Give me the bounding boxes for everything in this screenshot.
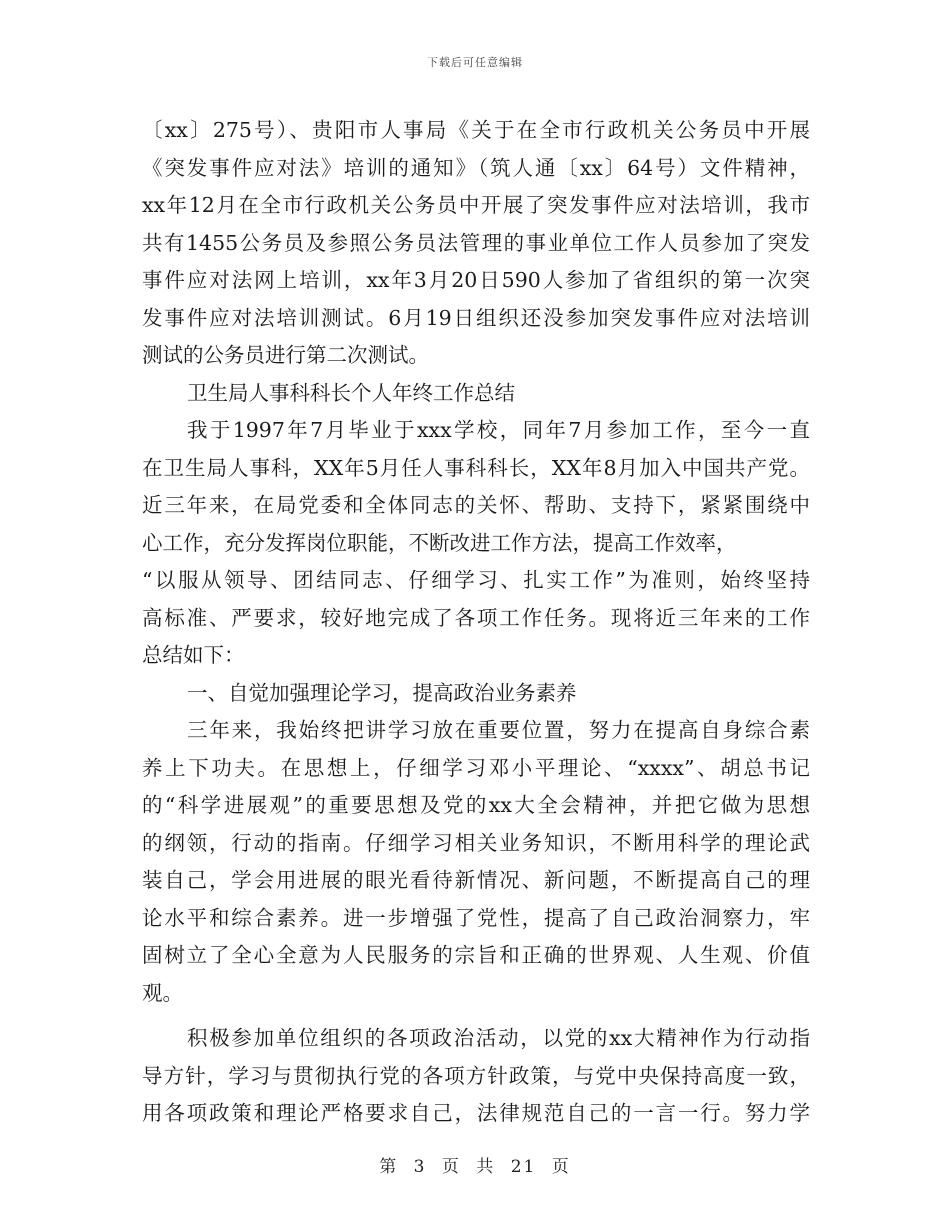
paragraph-gap: [142, 1012, 810, 1020]
text-line: 〔xx〕275号）、贵阳市人事局《关于在全市行政机关公务员中开展: [142, 118, 810, 142]
text-line: 三年来，我始终把讲学习放在重要位置，努力在提高自身综合素: [187, 718, 810, 742]
text-line: 固树立了全心全意为人民服务的宗旨和正确的世界观、人生观、价值: [142, 943, 810, 967]
text-line: 发事件应对法培训测试。6月19日组织还没参加突发事件应对法培训: [142, 305, 810, 330]
text-line: 在卫生局人事科，XX年5月任人事科科长，XX年8月加入中国共产党。: [142, 455, 810, 480]
page-footer: [0, 1152, 950, 1177]
text-line: 卫生局人事科科长个人年终工作总结: [187, 380, 515, 405]
text-line: 事件应对法网上培训，xx年3月20日590人参加了省组织的第一次突: [142, 268, 810, 292]
text-line: 测试的公务员进行第二次测试。: [142, 343, 429, 367]
footer-page-number: 3: [413, 1157, 427, 1177]
text-line: 论水平和综合素养。进一步增强了党性，提高了自己政治洞察力，牢: [142, 905, 810, 930]
text-line: 近三年来，在局党委和全体同志的关怀、帮助、支持下，紧紧围绕中: [142, 493, 810, 517]
text-line: 观。: [142, 980, 183, 1005]
text-line: 的“科学进展观”的重要思想及党的xx大全会精神，并把它做为思想: [142, 793, 810, 817]
footer-prefix: 第: [379, 1157, 399, 1177]
text-line: “以服从领导、团结同志、仔细学习、扎实工作”为准则，始终坚持: [142, 568, 810, 592]
text-line: 导方针，学习与贯彻执行党的各项方针政策，与党中央保持高度一致，: [142, 1063, 810, 1088]
footer-middle: 页: [441, 1157, 461, 1177]
text-line: 总结如下：: [142, 643, 245, 667]
text-line: 用各项政策和理论严格要求自己，法律规范自己的一言一行。努力学: [142, 1101, 810, 1125]
text-line: 的纲领，行动的指南。仔细学习相关业务知识，不断用科学的理论武: [142, 830, 810, 855]
document-body: [142, 112, 810, 1133]
text-line: 《突发事件应对法》培训的通知》（筑人通〔xx〕64号）文件精神，: [142, 155, 810, 180]
footer-total-prefix: 共: [476, 1157, 496, 1177]
footer-total-pages: 21: [510, 1157, 537, 1177]
text-line: 养上下功夫。在思想上，仔细学习邓小平理论、“xxxx”、胡总书记: [142, 755, 810, 780]
text-line: 我于1997年7月毕业于xxx学校，同年7月参加工作，至今一直: [187, 418, 810, 442]
text-line: 装自己，学会用进展的眼光看待新情况、新问题，不断提高自己的理: [142, 868, 810, 892]
text-line: xx年12月在全市行政机关公务员中开展了突发事件应对法培训，我市: [142, 193, 810, 217]
text-line: 共有1455公务员及参照公务员法管理的事业单位工作人员参加了突发: [142, 230, 810, 255]
header-note: 下载后可任意编辑: [427, 56, 523, 69]
footer-suffix: 页: [551, 1157, 571, 1177]
text-line: 积极参加单位组织的各项政治活动，以党的xx大精神作为行动指: [187, 1026, 810, 1050]
text-line: 一、自觉加强理论学习，提高政治业务素养: [187, 680, 577, 705]
text-line: 心工作，充分发挥岗位职能，不断改进工作方法，提高工作效率，: [142, 530, 737, 555]
text-line: 高标准、严要求，较好地完成了各项工作任务。现将近三年来的工作: [142, 605, 810, 630]
